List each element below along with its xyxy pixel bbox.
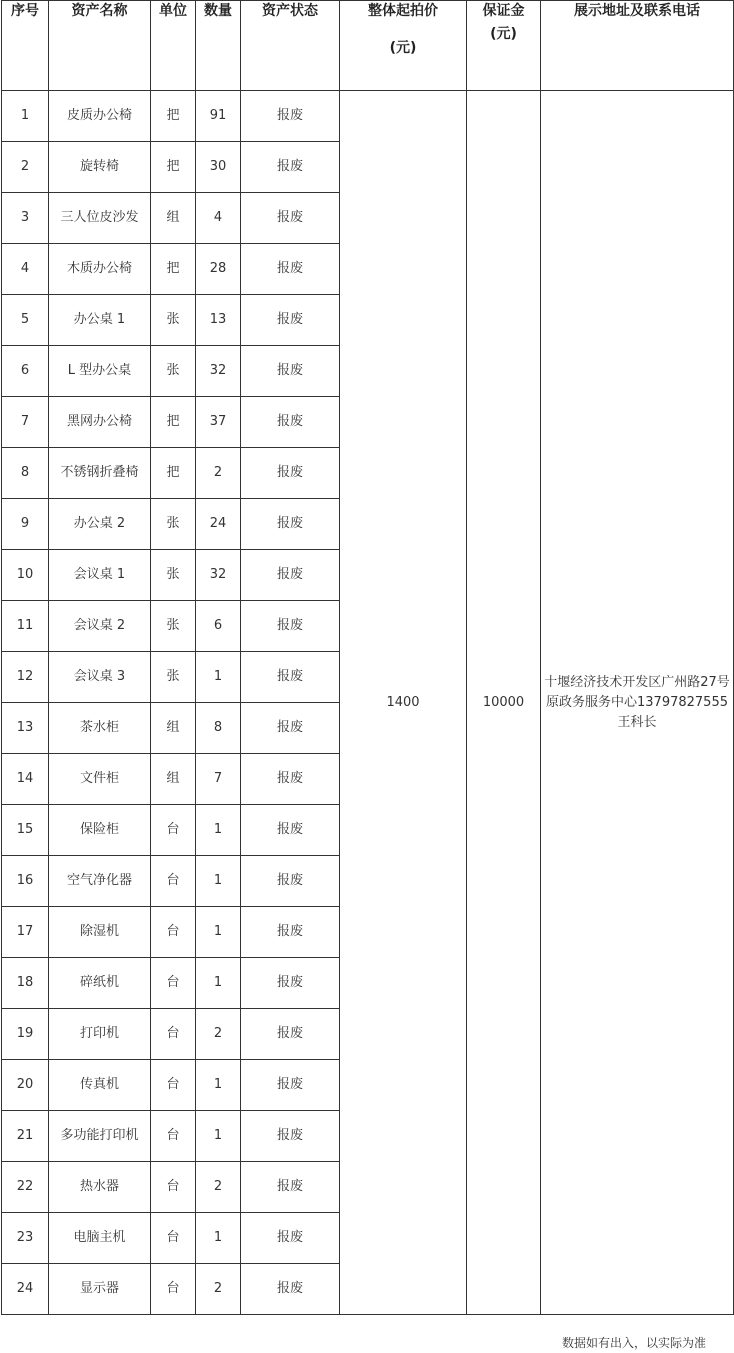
cell-quantity: 6 (196, 601, 241, 652)
starting-price-value: 1400 (340, 91, 467, 1315)
cell-asset-name: 打印机 (49, 1009, 151, 1060)
cell-quantity: 2 (196, 1264, 241, 1315)
cell-status: 报废 (241, 397, 340, 448)
cell-index: 4 (2, 244, 49, 295)
cell-index: 19 (2, 1009, 49, 1060)
cell-unit: 台 (151, 1009, 196, 1060)
cell-quantity: 1 (196, 958, 241, 1009)
cell-status: 报废 (241, 142, 340, 193)
cell-unit: 把 (151, 244, 196, 295)
cell-index: 6 (2, 346, 49, 397)
cell-quantity: 1 (196, 856, 241, 907)
cell-quantity: 30 (196, 142, 241, 193)
cell-quantity: 1 (196, 907, 241, 958)
cell-status: 报废 (241, 295, 340, 346)
header-deposit-label: 保证金 (482, 3, 525, 19)
cell-unit: 张 (151, 652, 196, 703)
cell-status: 报废 (241, 856, 340, 907)
cell-status: 报废 (241, 91, 340, 142)
cell-index: 23 (2, 1213, 49, 1264)
header-address-phone: 展示地址及联系电话 (541, 1, 734, 91)
cell-asset-name: 电脑主机 (49, 1213, 151, 1264)
cell-unit: 台 (151, 1162, 196, 1213)
cell-asset-name: 空气净化器 (49, 856, 151, 907)
header-unit: 单位 (151, 1, 196, 91)
cell-quantity: 1 (196, 652, 241, 703)
cell-quantity: 32 (196, 346, 241, 397)
cell-unit: 台 (151, 1111, 196, 1162)
cell-unit: 台 (151, 1264, 196, 1315)
cell-asset-name: 会议桌 2 (49, 601, 151, 652)
cell-status: 报废 (241, 805, 340, 856)
cell-quantity: 28 (196, 244, 241, 295)
cell-asset-name: 保险柜 (49, 805, 151, 856)
header-asset-status: 资产状态 (241, 1, 340, 91)
cell-quantity: 32 (196, 550, 241, 601)
cell-asset-name: 会议桌 3 (49, 652, 151, 703)
cell-quantity: 1 (196, 1111, 241, 1162)
cell-asset-name: 热水器 (49, 1162, 151, 1213)
cell-quantity: 37 (196, 397, 241, 448)
cell-unit: 把 (151, 448, 196, 499)
cell-unit: 台 (151, 958, 196, 1009)
cell-status: 报废 (241, 1111, 340, 1162)
cell-quantity: 7 (196, 754, 241, 805)
cell-unit: 张 (151, 499, 196, 550)
cell-quantity: 1 (196, 1060, 241, 1111)
cell-unit: 把 (151, 397, 196, 448)
header-index: 序号 (2, 1, 49, 91)
cell-status: 报废 (241, 244, 340, 295)
cell-status: 报废 (241, 1264, 340, 1315)
table-header-row (2, 1, 734, 91)
cell-index: 1 (2, 91, 49, 142)
cell-unit: 张 (151, 346, 196, 397)
cell-asset-name: 旋转椅 (49, 142, 151, 193)
cell-status: 报废 (241, 703, 340, 754)
cell-status: 报废 (241, 907, 340, 958)
cell-asset-name: 文件柜 (49, 754, 151, 805)
cell-status: 报废 (241, 754, 340, 805)
cell-quantity: 2 (196, 1162, 241, 1213)
cell-unit: 台 (151, 907, 196, 958)
cell-quantity: 91 (196, 91, 241, 142)
cell-index: 18 (2, 958, 49, 1009)
cell-unit: 张 (151, 550, 196, 601)
cell-index: 5 (2, 295, 49, 346)
cell-unit: 台 (151, 856, 196, 907)
cell-asset-name: 木质办公椅 (49, 244, 151, 295)
cell-unit: 把 (151, 142, 196, 193)
cell-index: 12 (2, 652, 49, 703)
asset-auction-table (1, 0, 734, 1315)
cell-index: 10 (2, 550, 49, 601)
cell-asset-name: 茶水柜 (49, 703, 151, 754)
cell-quantity: 2 (196, 1009, 241, 1060)
cell-quantity: 13 (196, 295, 241, 346)
cell-unit: 组 (151, 754, 196, 805)
cell-status: 报废 (241, 652, 340, 703)
cell-quantity: 1 (196, 1213, 241, 1264)
table-body (2, 91, 734, 1315)
header-starting-price-unit: (元) (389, 40, 417, 56)
cell-status: 报废 (241, 601, 340, 652)
cell-unit: 张 (151, 295, 196, 346)
cell-asset-name: 显示器 (49, 1264, 151, 1315)
cell-quantity: 24 (196, 499, 241, 550)
deposit-value: 10000 (467, 91, 541, 1315)
cell-status: 报废 (241, 499, 340, 550)
cell-asset-name: 办公桌 2 (49, 499, 151, 550)
cell-unit: 台 (151, 1060, 196, 1111)
header-deposit (467, 1, 541, 91)
cell-index: 24 (2, 1264, 49, 1315)
cell-asset-name: 除湿机 (49, 907, 151, 958)
cell-index: 13 (2, 703, 49, 754)
cell-status: 报废 (241, 448, 340, 499)
cell-asset-name: 黑网办公椅 (49, 397, 151, 448)
cell-asset-name: 三人位皮沙发 (49, 193, 151, 244)
cell-index: 17 (2, 907, 49, 958)
cell-asset-name: 办公桌 1 (49, 295, 151, 346)
cell-unit: 把 (151, 91, 196, 142)
cell-unit: 组 (151, 703, 196, 754)
cell-quantity: 8 (196, 703, 241, 754)
cell-index: 22 (2, 1162, 49, 1213)
header-starting-price (340, 1, 467, 91)
header-starting-price-label: 整体起拍价 (368, 3, 438, 19)
cell-index: 16 (2, 856, 49, 907)
cell-index: 21 (2, 1111, 49, 1162)
cell-asset-name: 不锈钢折叠椅 (49, 448, 151, 499)
address-phone-value: 十堰经济技术开发区广州路27号原政务服务中心13797827555王科长 (541, 91, 734, 1315)
cell-unit: 台 (151, 1213, 196, 1264)
cell-quantity: 1 (196, 805, 241, 856)
header-asset-name: 资产名称 (49, 1, 151, 91)
cell-quantity: 4 (196, 193, 241, 244)
cell-status: 报废 (241, 550, 340, 601)
cell-asset-name: 会议桌 1 (49, 550, 151, 601)
cell-index: 15 (2, 805, 49, 856)
cell-status: 报废 (241, 958, 340, 1009)
header-deposit-unit: (元) (490, 26, 517, 42)
cell-status: 报废 (241, 1060, 340, 1111)
footer-disclaimer: 数据如有出入，以实际为准 (562, 1336, 707, 1350)
cell-unit: 组 (151, 193, 196, 244)
cell-asset-name: 传真机 (49, 1060, 151, 1111)
cell-index: 7 (2, 397, 49, 448)
cell-index: 20 (2, 1060, 49, 1111)
cell-asset-name: 碎纸机 (49, 958, 151, 1009)
cell-asset-name: 皮质办公椅 (49, 91, 151, 142)
cell-status: 报废 (241, 1162, 340, 1213)
cell-asset-name: L 型办公桌 (49, 346, 151, 397)
cell-status: 报废 (241, 1213, 340, 1264)
header-quantity: 数量 (196, 1, 241, 91)
cell-index: 11 (2, 601, 49, 652)
cell-index: 9 (2, 499, 49, 550)
cell-index: 2 (2, 142, 49, 193)
cell-index: 8 (2, 448, 49, 499)
cell-index: 14 (2, 754, 49, 805)
cell-status: 报废 (241, 193, 340, 244)
cell-asset-name: 多功能打印机 (49, 1111, 151, 1162)
cell-status: 报废 (241, 1009, 340, 1060)
cell-status: 报废 (241, 346, 340, 397)
cell-unit: 张 (151, 601, 196, 652)
cell-unit: 台 (151, 805, 196, 856)
cell-index: 3 (2, 193, 49, 244)
table-row (2, 91, 734, 142)
cell-quantity: 2 (196, 448, 241, 499)
